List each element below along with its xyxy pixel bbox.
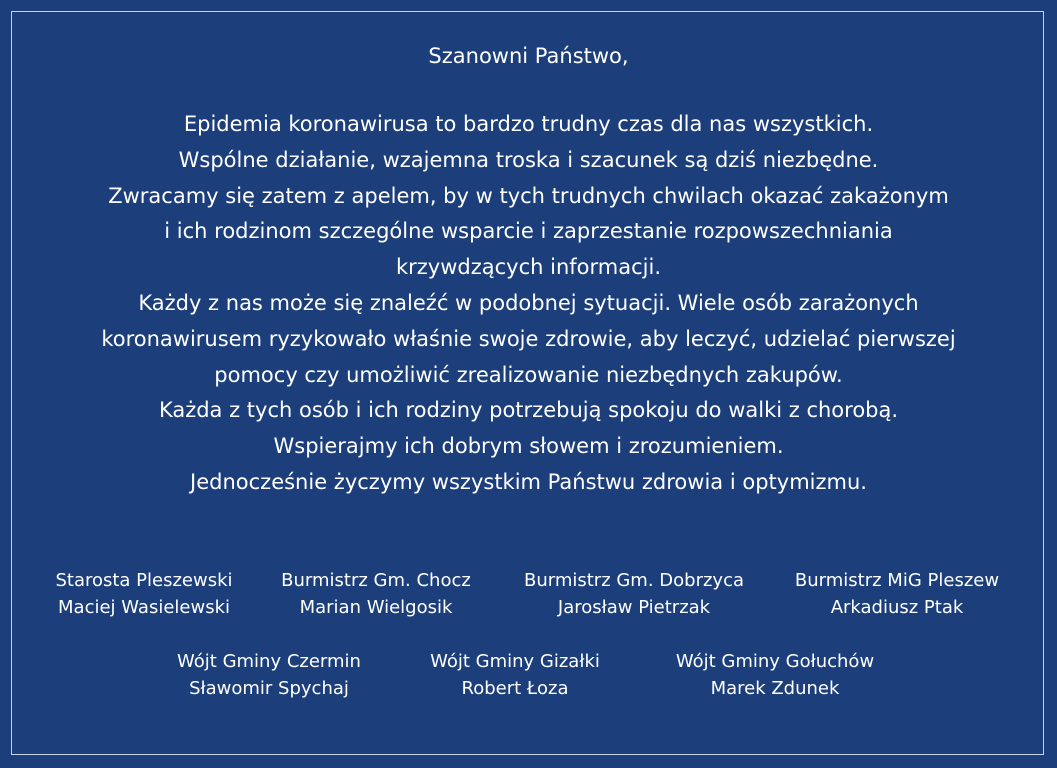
body-line: Jednocześnie życzymy wszystkim Państwu zdrowia i optymizmu. [190,469,867,494]
signature-title: Burmistrz MiG Pleszew [794,570,1000,591]
body-line: Zwracamy się zatem z apelem, by w tych trudnych chwilach okazać zakażonym [108,183,949,208]
signature-name: Arkadiusz Ptak [830,597,964,618]
salutation: Szanowni Państwo, [428,44,629,68]
signature-title: Wójt Gminy Gizałki [430,651,600,672]
signature-burmistrz-dobrzyca [524,567,744,621]
body-line: koronawirusem ryzykowało właśnie swoje zdrowie, aby leczyć, udzielać pierwszej [101,326,956,351]
signature-title: Burmistrz Gm. Dobrzyca [523,570,745,591]
signature-burmistrz-chocz [281,567,471,621]
signature-title: Burmistrz Gm. Chocz [281,570,471,591]
body-line: Każda z tych osób i ich rodziny potrzebują spokoju do walki z chorobą. [158,398,899,423]
body-line: Wspierajmy ich dobrym słowem i zrozumieniem. [273,434,784,459]
body-line: i ich rodzinom szczególne wsparcie i zaprzestanie rozpowszechniania [164,219,893,244]
signature-name: Robert Łoza [461,678,569,699]
letter-text [0,42,1057,501]
signature-name: Marian Wielgosik [299,597,453,618]
signature-name: Sławomir Spychaj [189,678,349,699]
body-line: Wspólne działanie, wzajemna troska i szacunek są dziś niezbędne. [178,147,879,172]
signature-name: Marek Zdunek [710,678,840,699]
signature-wojt-goluchow [676,648,874,702]
body-line: krzywdzących informacji. [395,255,661,280]
signature-wojt-czermin [177,648,361,702]
signature-starosta-pleszewski [55,567,232,621]
body-line: Każdy z nas może się znaleźć w podobnej sytuacji. Wiele osób zarażonych [138,290,919,315]
signature-title: Starosta Pleszewski [55,570,233,591]
body-line: pomocy czy umożliwić zrealizowanie niezbędnych zakupów. [214,362,843,387]
signature-name: Maciej Wasielewski [58,597,230,618]
signature-title: Wójt Gminy Gołuchów [675,651,875,672]
body-line: Epidemia koronawirusa to bardzo trudny czas dla nas wszystkich. [183,112,874,136]
signature-burmistrz-pleszew [795,567,999,621]
signature-name: Jarosław Pietrzak [557,597,711,618]
signature-title: Wójt Gminy Czermin [177,651,361,672]
signature-wojt-gizalki [430,648,600,702]
